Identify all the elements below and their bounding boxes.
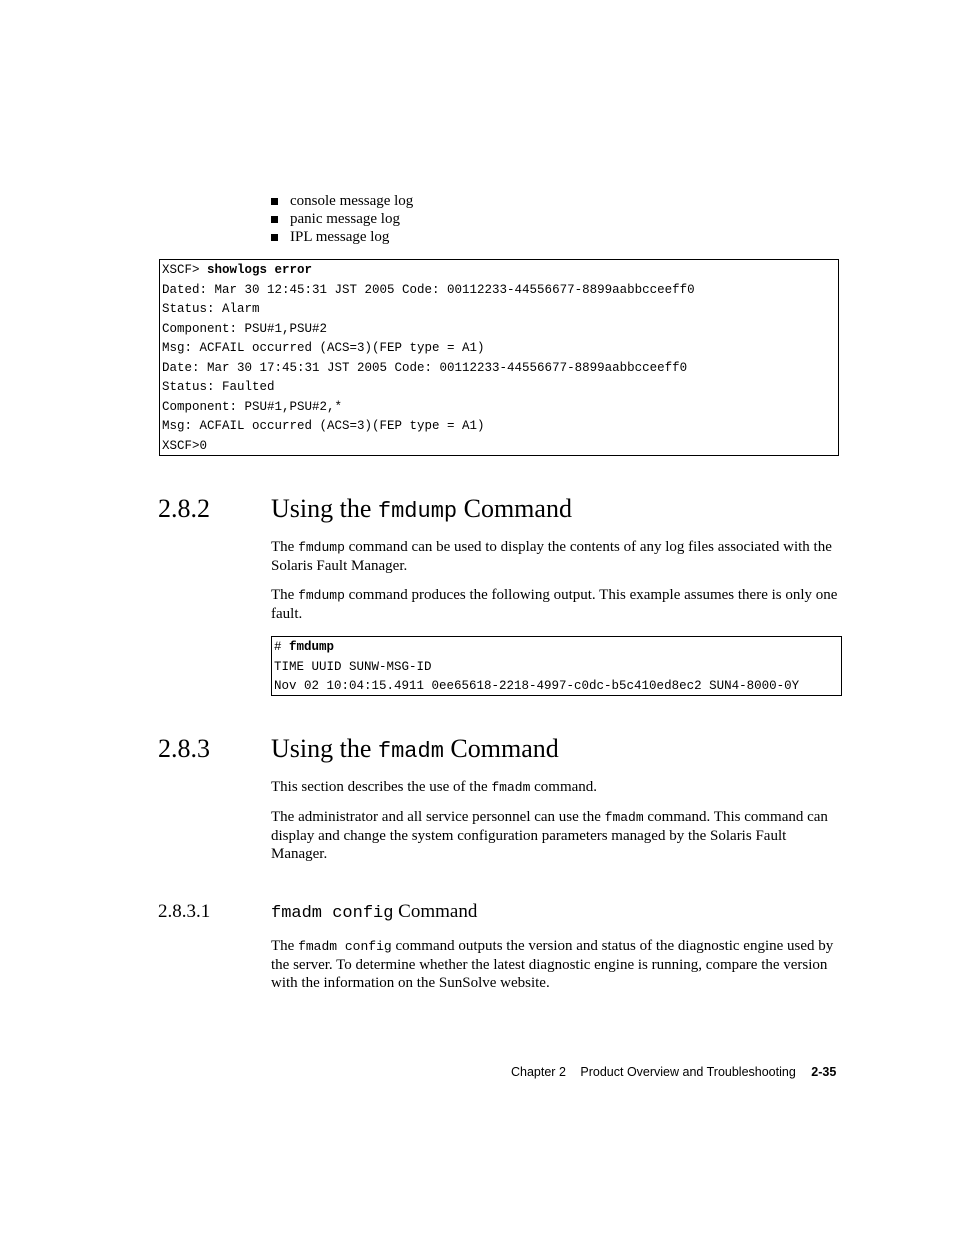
inline-code: fmdump (298, 588, 345, 603)
code-output-line: Nov 02 10:04:15.4911 0ee65618-2218-4997-c0dc-b5c410ed8ec2 SUN4-8000-0Y (274, 679, 800, 693)
list-item (271, 192, 413, 210)
footer-chapter: Chapter 2 (511, 1065, 566, 1079)
code-prompt: XSCF> (162, 263, 208, 277)
paragraph: This section describes the use of the fmadm command. (271, 779, 598, 795)
bullet-square-icon (271, 216, 278, 223)
section-title-text: Using the (271, 734, 378, 763)
section-title-2-8-3 (271, 734, 559, 767)
paragraph: The fmdump command produces the following output. This example assumes there is only one fault. (271, 587, 838, 622)
section-number-2-8-2: 2.8.2 (158, 494, 210, 523)
paragraph: The administrator and all service personnel can use the fmadm command. This command can display and change the system configuration parameters managed by the Solaris Fault Manager. (271, 809, 828, 862)
inline-code: fmdump (298, 540, 345, 555)
section-title-2-8-2 (271, 494, 572, 527)
code-output-line: Date: Mar 30 17:45:31 JST 2005 Code: 00112233-44556677-8899aabbcceeff0 (162, 360, 688, 375)
section-number-2-8-3: 2.8.3 (158, 734, 210, 763)
code-output-line: Component: PSU#1,PSU#2 (162, 321, 328, 336)
code-output-line: Msg: ACFAIL occurred (ACS=3)(FEP type = A1) (162, 419, 485, 433)
inline-code: fmadm config (298, 939, 392, 954)
code-output-line: Component: PSU#1,PSU#2,* (162, 399, 343, 414)
list-item (271, 228, 413, 246)
code-command-line (274, 638, 839, 658)
section-title-code: fmdump (377, 499, 458, 524)
list-item-text: panic message log (290, 211, 400, 227)
fmdump-code-block (271, 636, 842, 696)
showlogs-code-block (159, 259, 839, 456)
inline-code: fmadm (491, 780, 531, 795)
list-item-text: console message log (290, 193, 414, 209)
section-title-text: Command (393, 901, 478, 922)
paragraph: The fmdump command can be used to display the contents of any log files associated with the Solaris Fault Manager. (271, 539, 832, 574)
code-output-line: Dated: Mar 30 12:45:31 JST 2005 Code: 00112233-44556677-8899aabbcceeff0 (162, 282, 695, 297)
section-number-2-8-3-1: 2.8.3.1 (158, 901, 211, 922)
bullet-square-icon (271, 234, 278, 241)
code-output-line: XSCF>0 (162, 438, 208, 453)
log-type-list (271, 192, 413, 246)
code-prompt: # (274, 640, 290, 654)
code-command: fmdump (289, 640, 335, 654)
list-item (271, 210, 413, 228)
code-command: showlogs error (207, 263, 313, 277)
code-output-line: Status: Alarm (162, 302, 260, 316)
page-footer (511, 1064, 836, 1080)
footer-page-number: 2-35 (811, 1065, 837, 1079)
code-output-line: TIME UUID SUNW-MSG-ID (274, 659, 432, 674)
section-title-text: Command (443, 734, 559, 763)
bullet-square-icon (271, 198, 278, 205)
section-title-code: fmadm config (271, 904, 394, 923)
paragraph: The fmadm config command outputs the version and status of the diagnostic engine used by the server. To determine whether the latest diagnostic engine is running, compare the version with the information on the SunSolve website. (271, 938, 834, 991)
list-item-text: IPL message log (290, 229, 390, 245)
inline-code: fmadm (604, 810, 644, 825)
section-title-text: Using the (271, 494, 378, 523)
code-command-line (162, 261, 836, 281)
footer-title: Product Overview and Troubleshooting (580, 1065, 796, 1079)
section-title-text: Command (457, 494, 572, 523)
section-title-2-8-3-1 (271, 900, 477, 926)
code-output-line: Status: Faulted (162, 380, 275, 394)
section-title-code: fmadm (377, 739, 444, 764)
code-output-line: Msg: ACFAIL occurred (ACS=3)(FEP type = A1) (162, 341, 485, 355)
